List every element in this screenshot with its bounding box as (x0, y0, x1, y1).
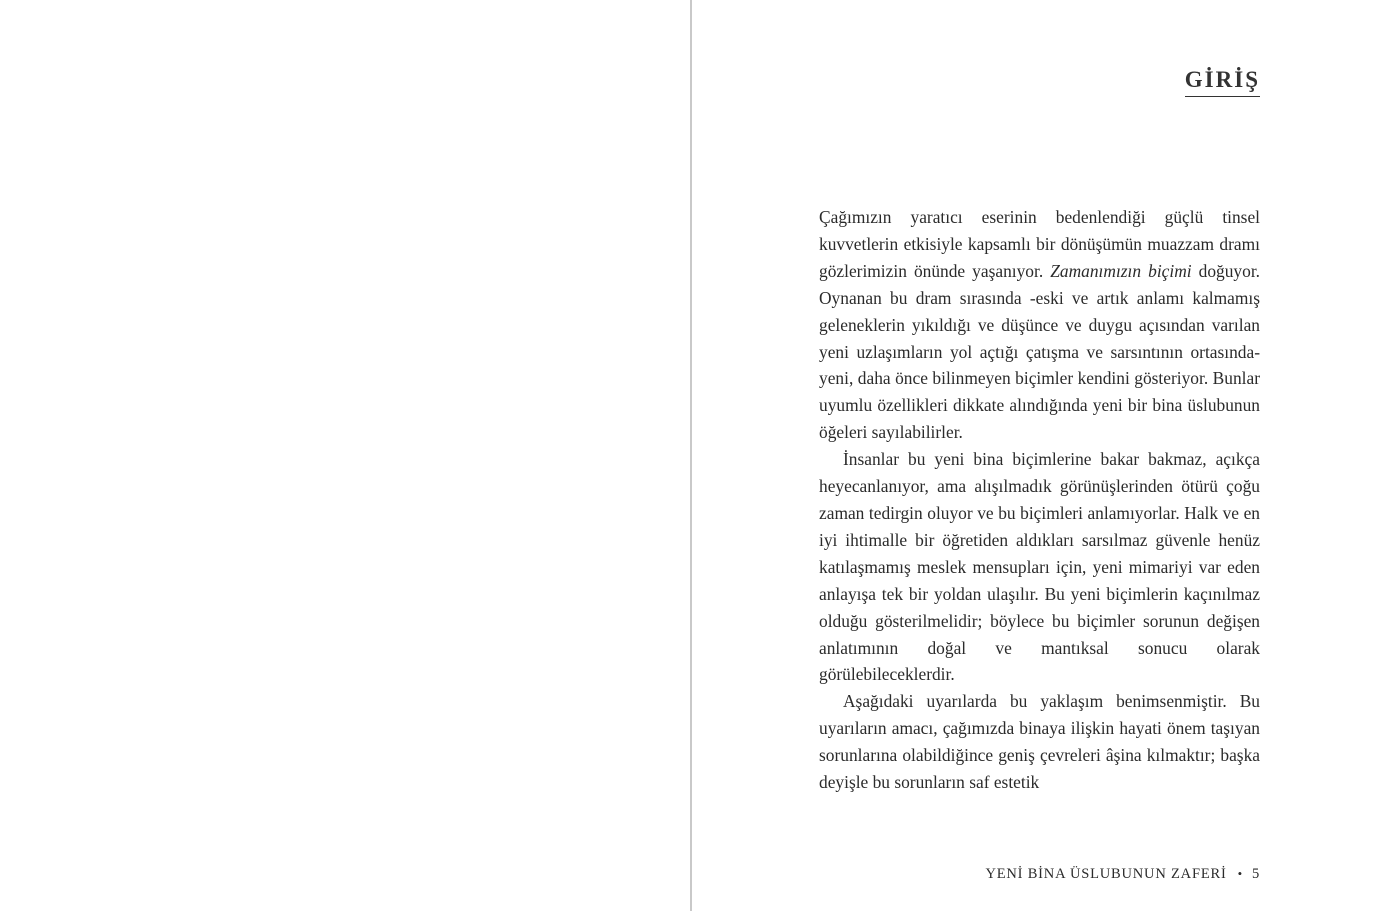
body-text (819, 204, 1260, 796)
left-page-blank (0, 0, 690, 911)
running-title: YENİ BİNA ÜSLUBUNUN ZAFERİ (985, 866, 1227, 882)
page-number: 5 (1251, 866, 1260, 882)
paragraph-1-emphasis: Zamanımızın biçimi (1050, 260, 1192, 281)
paragraph-1 (819, 204, 1260, 446)
paragraph-1-text-after: doğuyor. Oynanan bu dram sırasında -eski ve artık anlamı kalmamış geleneklerin yıkıldığı ve düşünce ve duygu açısından varılan yeni uzlaşımların yol açtığı çatışma ve sarsıntının ortasında- yeni, daha önce bilinmeyen biçimler kendini gösteriyor. Bunlar uyumlu özellikleri dikkate alındığında yeni bir bina üslubunun öğeleri sayılabilirler. (819, 260, 1260, 443)
running-footer (985, 866, 1260, 883)
paragraph-1-text-before: Çağımızın yaratıcı eserinin bedenlendiği güçlü tinsel kuvvetlerin etkisiyle kapsamlı bir dönüşümün muazzam dramı gözlerimizin önünde yaşanıyor. (819, 207, 1260, 281)
paragraph-2: İnsanlar bu yeni bina biçimlerine bakar bakmaz, açıkça heyecanlanıyor, ama alışılmadık görünüşlerinden ötürü çoğu zaman tedirgin oluyor ve bu biçimleri anlamıyorlar. Halk ve en iyi ihtimalle bir öğretiden aldıkları sarsılmaz güvenle henüz katılaşmamış meslek mensupları için, yeni mimariyi var eden anlayışa tek bir yoldan ulaşılır. Bu yeni biçimlerin kaçınılmaz olduğu gösterilmelidir; böylece bu biçimler sorunun değişen anlatımının doğal ve mantıksal sonucu olarak görülebileceklerdir. (819, 449, 1260, 685)
right-page (692, 0, 1386, 911)
chapter-title: GİRİŞ (1185, 66, 1260, 97)
footer-separator: • (1237, 866, 1243, 881)
paragraph-3: Aşağıdaki uyarılarda bu yaklaşım benimsenmiştir. Bu uyarıların amacı, çağımızda binaya ilişkin hayati önem taşıyan sorunlarına olabildiğince geniş çevreleri âşina kılmaktır; başka deyişle bu sorunların saf estetik (819, 691, 1260, 793)
